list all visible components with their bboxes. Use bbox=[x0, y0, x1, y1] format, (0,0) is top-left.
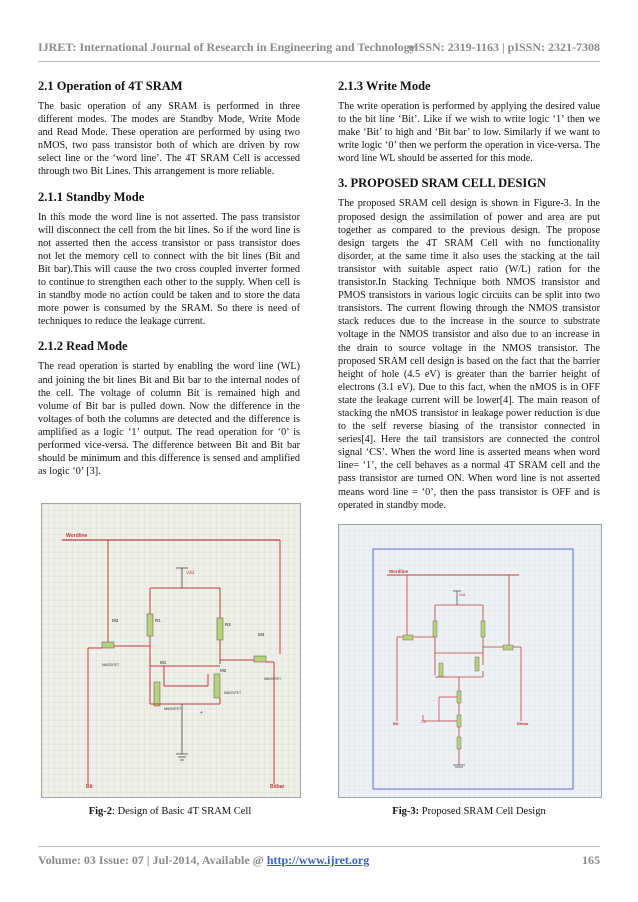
svg-text:+: + bbox=[200, 710, 203, 716]
page-number: 165 bbox=[582, 853, 600, 867]
figure-3-caption bbox=[338, 806, 600, 817]
fig2-m2-label: M2 bbox=[220, 668, 227, 673]
fig2-r1-label: R1 bbox=[155, 618, 161, 623]
fig2-nmos-label-4: NMOSFET bbox=[264, 677, 282, 681]
paragraph-read: The read operation is started by enabling the word line (WL) and joining the bit lines Bit and Bit bar to the internal nodes of the cell. The voltage of column Bit is remained high and volume of Bit bar is pulled down. Now the difference in the voltages of both the columns are detected and the difference is amplified as a logic ‘1’ output. The read operation for ‘0’ is performed vice-versa. The difference between Bit and Bit bar should be minimum and this difference is sensed and amplified as logic ‘0’ [3]. bbox=[38, 361, 300, 478]
journal-title: IJRET: International Journal of Research in Engineering and Technology bbox=[38, 40, 416, 54]
fig2-bitbar-label: Bitbar bbox=[270, 784, 285, 790]
fig2-m1-label: M1 bbox=[160, 660, 167, 665]
figure-3-schematic bbox=[338, 524, 602, 798]
paragraph-operation: The basic operation of any SRAM is performed in three different modes. The modes are Standby Mode, Write Mode and Read Mode. These operation are performed by using two nMOS, two pass transistor both of which are driven by row select line or the ‘word line’. The 4T SRAM Cell is accessed through two Bit Lines. This arrangement is more reliable. bbox=[38, 101, 300, 178]
footer-volume-text: Volume: 03 Issue: 07 | Jul-2014, Available @ bbox=[38, 853, 267, 867]
fig2-caption-text: : Design of Basic 4T SRAM Cell bbox=[112, 806, 252, 817]
footer-volume bbox=[38, 853, 369, 868]
fig3-svg bbox=[339, 525, 601, 797]
paragraph-proposed: The proposed SRAM cell design is shown in Figure-3. In the proposed design the assimilation of power and area are put together as compared to the previous design. The propose design targets the 4T SRAM Cell with no functionality disorder, at the same time it also uses the stacking at the tail transistor with suitable aspect ratio (W/L) ration for the transistor.In Stacking Technique both NMOS transistor and PMOS transistors in various logic circuits can be split into two transistors. The current flowing through the NMOS transistor stack reduces due to the increase in the source to substrate voltage in the NMOS transistor and also due to an increase in the drain to source voltage in the NMOS transistor. The proposed SRAM cell design is based on the fact that the barrier height of hole (4.5 eV) is greater than the barrier height of electrons (3.1 eV). Due to this fact, when the nMOS is in OFF state the leakage current will be lower[4]. The main reason of stacking the nMOS transistor in leakage power reduction is due to the self reverse biasing of the transistor connected in series[4]. Here the tail transistors are connected the control signal ‘CS’. When the word line is asserted means when word line= ‘1’, the cell behaves as a normal 4T SRAM cell and the pass transistor are turned ON. When word line is not asserted means word line = ‘0’, then the pass transistor is OFF and is operated in standby mode. bbox=[338, 198, 600, 511]
fig2-m3-label: M3 bbox=[112, 618, 119, 623]
journal-url-link[interactable]: http://www.ijret.org bbox=[266, 853, 370, 867]
figure-2-schematic bbox=[41, 503, 301, 798]
fig2-svg bbox=[42, 504, 300, 797]
running-footer bbox=[38, 853, 600, 869]
fig3-bit-label: Bit bbox=[393, 721, 399, 726]
fig3-cs-label: CS bbox=[421, 720, 426, 724]
section-title-2-1-3: 2.1.3 Write Mode bbox=[338, 79, 431, 93]
fig2-m4-label: M4 bbox=[258, 632, 265, 637]
section-title-2-1: 2.1 Operation of 4T SRAM bbox=[38, 79, 183, 93]
fig3-bitbar-label: Bitbar bbox=[517, 721, 529, 726]
fig3-wordline-label: Wordline bbox=[389, 569, 409, 574]
fig2-bit-label: Bit bbox=[86, 784, 93, 790]
fig2-nmos-label-2: NMOSFET bbox=[224, 691, 242, 695]
fig3-vdd-label: Vdd bbox=[459, 593, 466, 597]
running-header bbox=[38, 40, 600, 56]
fig2-nmos-label-3: NMOSFET bbox=[164, 707, 182, 711]
header-rule bbox=[38, 61, 600, 62]
footer-rule bbox=[38, 846, 600, 847]
issn-line: eISSN: 2319-1163 | pISSN: 2321-7308 bbox=[408, 40, 600, 54]
paragraph-write: The write operation is performed by applying the desired value to the bit line ‘Bit’. Like if we wish to write logic ‘1’ then we make ‘Bit’ to high and ‘Bit bar’ to low. Similarly if we want to write logic ‘0’ then we perform the operation in vice-versa. The word line WL should be asserted for this mode. bbox=[338, 101, 600, 165]
section-title-2-1-2: 2.1.2 Read Mode bbox=[38, 339, 128, 354]
right-column bbox=[338, 78, 600, 512]
figure-2-caption bbox=[41, 806, 299, 817]
fig3-caption-label: Fig-3: bbox=[392, 806, 420, 817]
fig2-r2-label: R2 bbox=[225, 622, 231, 627]
section-title-3: 3. PROPOSED SRAM CELL DESIGN bbox=[338, 176, 547, 191]
fig2-vdd-label: Vdd bbox=[186, 570, 195, 575]
paragraph-standby: In this mode the word line is not asserted. The pass transistor will disconnect the cell from the bit lines. So if the word line is not asserted then the access transistor or pass transistor does not let the memory cell to connect with the bit lines (Bit and Bit bar).This will cause the two cross coupled inverter formed to continue to strengthen each other to the supply. When cell is in standby mode no action could be taken and to store the data more power is consumed by the SRAM. So there is need of techniques to reduce the leakage current. bbox=[38, 211, 300, 328]
left-column bbox=[38, 78, 300, 478]
fig2-wordline-label: Wordline bbox=[66, 533, 88, 539]
fig2-caption-label: Fig-2 bbox=[88, 806, 113, 817]
fig2-nmos-label-1: NMOSFET bbox=[102, 663, 120, 667]
section-title-2-1-1: 2.1.1 Standby Mode bbox=[38, 189, 145, 204]
fig3-caption-text: Proposed SRAM Cell Design bbox=[419, 806, 546, 817]
